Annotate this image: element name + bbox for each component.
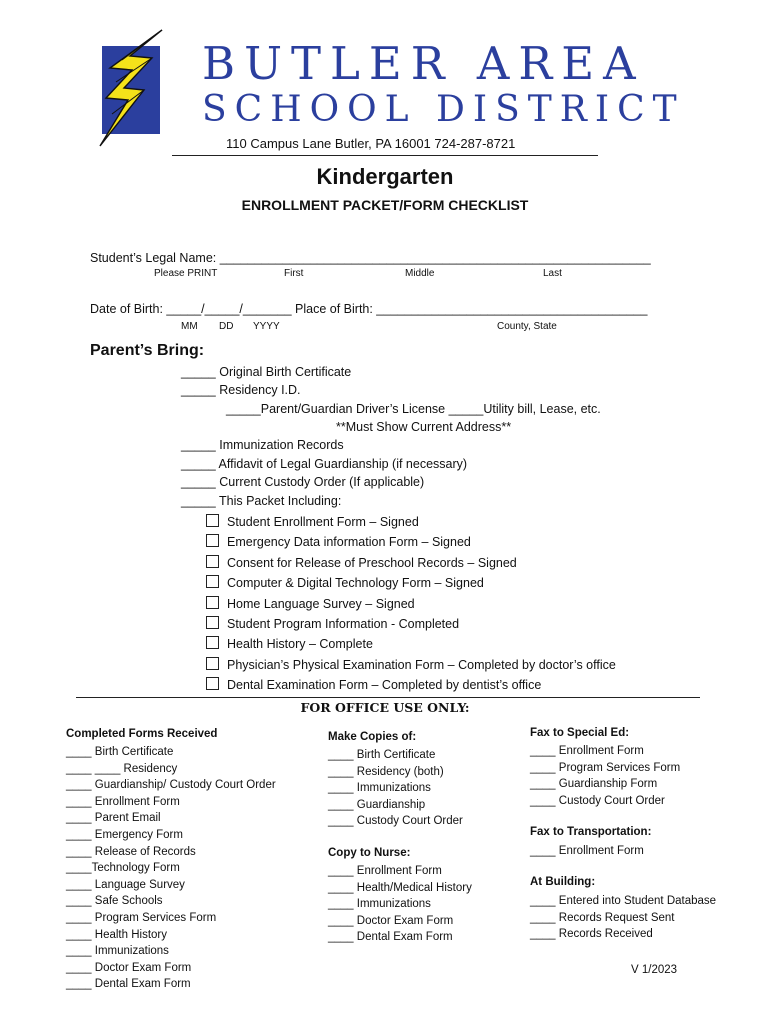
dd-label: DD [219, 321, 234, 332]
fax-special-ed-heading: Fax to Special Ed: [530, 727, 630, 739]
list-item: ____ Records Request Sent [530, 911, 675, 924]
list-item: ____ Emergency Form [66, 828, 183, 841]
district-address: 110 Campus Lane Butler, PA 16001 724-287-8721 [226, 136, 516, 151]
fax-special-ed-list [530, 743, 680, 809]
checkbox[interactable] [206, 657, 219, 670]
district-logo [92, 28, 172, 152]
list-item: _____ Affidavit of Legal Guardianship (if necessary) [181, 457, 468, 471]
first-name-label: First [284, 268, 304, 279]
list-item: ____ Enrollment Form [530, 745, 644, 757]
county-state-label: County, State [497, 321, 557, 332]
list-item: _____ Residency I.D. [181, 383, 301, 397]
list-item: ____Technology Form [66, 862, 180, 875]
list-item: ____ Birth Certificate [66, 746, 174, 758]
checkbox[interactable] [206, 616, 219, 629]
list-item: ____ Program Services Form [530, 761, 681, 774]
list-item: ____ Language Survey [66, 878, 185, 891]
make-copies-list [328, 747, 463, 830]
completed-forms-list [66, 744, 276, 993]
mm-label: MM [181, 321, 198, 332]
list-item: ____ Health History [66, 928, 167, 941]
checklist-item[interactable]: Student Program Information - Completed [206, 616, 459, 631]
at-building-heading: At Building: [530, 876, 596, 888]
list-item: ____ Entered into Student Database [530, 895, 717, 907]
completed-forms-heading: Completed Forms Received [66, 728, 218, 740]
student-name-field[interactable]: Student’s Legal Name: ______________________________________________________________ [90, 251, 651, 265]
checklist-item[interactable]: Computer & Digital Technology Form – Signed [206, 575, 484, 590]
make-copies-heading: Make Copies of: [328, 731, 417, 743]
checklist-item[interactable]: Consent for Release of Preschool Records – Signed [206, 555, 517, 570]
list-item: ____ Safe Schools [66, 895, 163, 908]
yyyy-label: YYYY [253, 321, 280, 332]
checklist-item[interactable]: Physician’s Physical Examination Form – Completed by doctor’s office [206, 657, 616, 672]
list-item: ____ Custody Court Order [530, 794, 665, 807]
district-name-line2: SCHOOL DISTRICT [202, 89, 685, 130]
list-item: _____ Current Custody Order (If applicable) [181, 475, 425, 489]
list-item: _____ Immunization Records [181, 438, 344, 452]
page-title: Kindergarten [316, 164, 454, 189]
copy-to-nurse-list [328, 863, 472, 946]
list-item: _____Parent/Guardian Driver’s License _____Utility bill, Lease, etc. [226, 402, 601, 416]
list-item: **Must Show Current Address** [336, 420, 512, 434]
address-divider [172, 155, 598, 156]
list-item: ____ Immunizations [66, 945, 169, 958]
list-item: ____ Immunizations [328, 898, 431, 911]
list-item: ____ Guardianship Form [530, 778, 658, 791]
list-item: ____ Records Received [530, 928, 653, 941]
checkbox[interactable] [206, 534, 219, 547]
list-item: ____ Dental Exam Form [328, 931, 453, 944]
list-item: ____ Health/Medical History [328, 881, 472, 894]
list-item: ____ Guardianship [328, 798, 426, 811]
checkbox[interactable] [206, 575, 219, 588]
parents-bring-heading: Parent’s Bring: [90, 342, 205, 359]
list-item: ____ Enrollment Form [328, 865, 442, 877]
list-item: ____ Immunizations [328, 782, 431, 795]
office-use-heading: FOR OFFICE USE ONLY: [300, 700, 470, 715]
list-item: ____ Enrollment Form [530, 845, 644, 857]
checklist-item[interactable]: Emergency Data information Form – Signed [206, 534, 471, 549]
checklist-item[interactable]: Home Language Survey – Signed [206, 596, 415, 611]
list-item: ____ ____ Residency [66, 762, 178, 775]
birth-info-field[interactable]: Date of Birth: _____/_____/_______ Place of Birth: _______________________________________ [90, 302, 648, 316]
list-item: ____ Parent Email [66, 812, 161, 825]
list-item: ____ Guardianship/ Custody Court Order [66, 779, 276, 792]
list-item: _____ This Packet Including: [181, 494, 342, 508]
checkbox[interactable] [206, 636, 219, 649]
checkbox[interactable] [206, 596, 219, 609]
list-item: ____ Doctor Exam Form [66, 961, 192, 974]
list-item: ____ Dental Exam Form [66, 978, 191, 991]
list-item: ____ Program Services Form [66, 911, 217, 924]
list-item: _____ Original Birth Certificate [181, 365, 352, 379]
checkbox[interactable] [206, 555, 219, 568]
checklist-item[interactable]: Dental Examination Form – Completed by dentist’s office [206, 677, 541, 692]
middle-name-label: Middle [405, 268, 435, 279]
list-item: ____ Enrollment Form [66, 795, 180, 808]
list-item: ____ Residency (both) [328, 765, 444, 778]
list-item: ____ Doctor Exam Form [328, 914, 454, 927]
copy-to-nurse-heading: Copy to Nurse: [328, 847, 411, 859]
checkbox[interactable] [206, 677, 219, 690]
page-subtitle: ENROLLMENT PACKET/FORM CHECKLIST [241, 197, 529, 213]
fax-transportation-list [530, 843, 644, 860]
list-item: ____ Release of Records [66, 845, 196, 858]
checkbox[interactable] [206, 514, 219, 527]
list-item: ____ Birth Certificate [328, 749, 436, 761]
checklist-item[interactable]: Health History – Complete [206, 636, 373, 651]
please-print-label: Please PRINT [154, 268, 218, 279]
fax-transportation-heading: Fax to Transportation: [530, 826, 652, 838]
list-item: ____ Custody Court Order [328, 815, 463, 828]
at-building-list [530, 893, 716, 943]
district-name-line1: BUTLER AREA [202, 37, 645, 90]
version-label: V 1/2023 [631, 964, 678, 976]
last-name-label: Last [543, 268, 562, 279]
office-divider [76, 697, 700, 698]
checklist-item[interactable]: Student Enrollment Form – Signed [206, 514, 419, 529]
